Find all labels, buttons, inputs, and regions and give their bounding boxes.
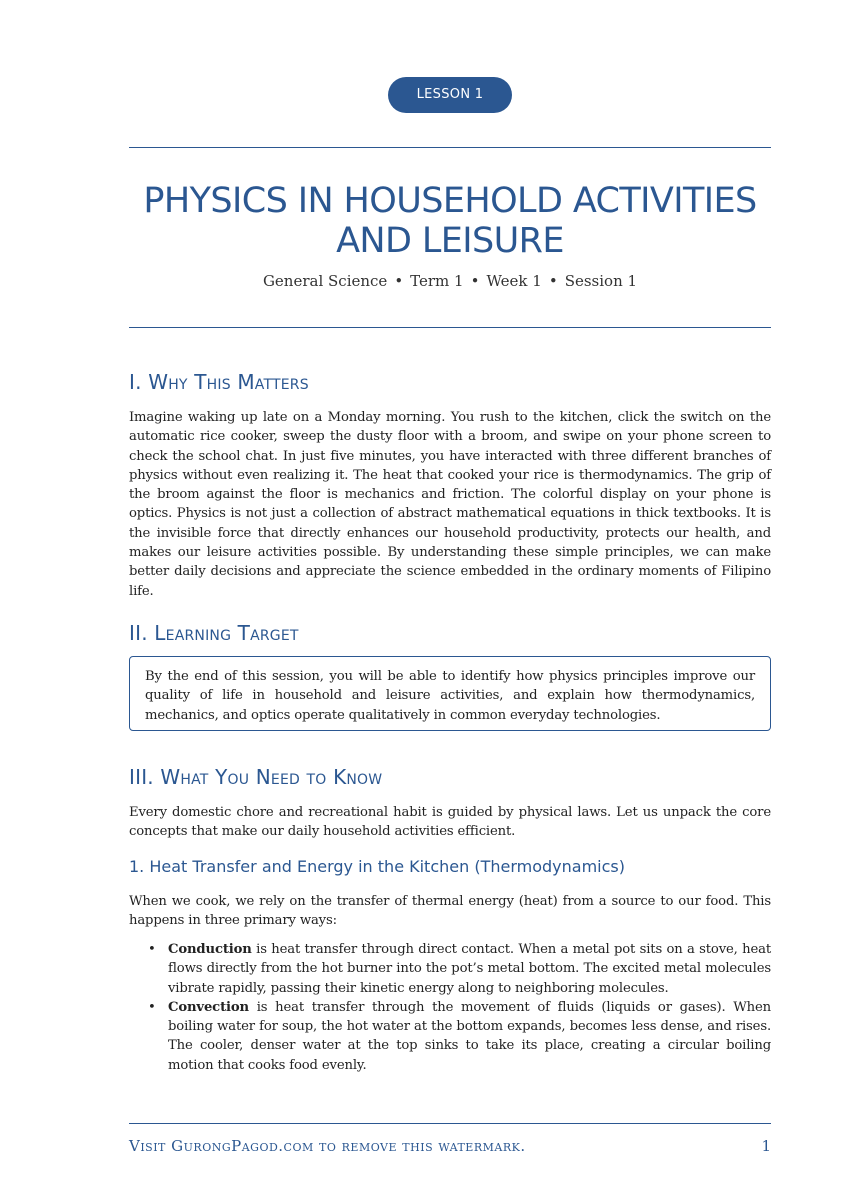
meta-session: Session 1: [564, 272, 638, 290]
bullet-term: Convection: [168, 999, 249, 1015]
section-why-heading: I. Why This Matters: [129, 370, 309, 394]
lesson-badge: LESSON 1: [388, 77, 512, 113]
page-number: 1: [761, 1137, 771, 1155]
subsection-thermo-heading: 1. Heat Transfer and Energy in the Kitchen (Thermodynamics): [129, 857, 625, 876]
lesson-meta: [129, 272, 771, 290]
title-line-2: AND LEISURE: [336, 221, 564, 261]
bullet-icon: •: [148, 999, 156, 1015]
meta-separator: •: [394, 272, 404, 290]
meta-separator: •: [470, 272, 480, 290]
learning-target-text: By the end of this session, you will be able to identify how physics principles improve our quality of life in household and leisure activities, and explain how thermodynamics, mechanics, and optics operate qualitatively in common everyday technologies.: [145, 669, 755, 723]
subsection-thermo-intro: When we cook, we rely on the transfer of thermal energy (heat) from a source to our food. This happens in three primary ways:: [129, 894, 771, 929]
section-why-body: Imagine waking up late on a Monday morning. You rush to the kitchen, click the switch on the automatic rice cooker, sweep the dusty floor with a broom, and swipe on your phone screen to check the school chat. In just five minutes, you have interacted with three different branches of physics without even realizing it. The heat that cooked your rice is thermodynamics. The grip of the broom against the floor is mechanics and friction. The colorful display on your phone is optics. Physics is not just a collection of abstract mathematical equations in thick textbooks. It is the invisible force that directly enhances our household productivity, protects our health, and makes our leisure activities possible. By understanding these simple principles, we can make better daily decisions and appreciate the science embedded in the ordinary moments of Filipino life.: [129, 410, 771, 599]
bullet-term: Conduction: [168, 942, 252, 957]
section-know-heading: III. What You Need to Know: [129, 765, 383, 789]
footer-divider: [129, 1123, 771, 1124]
top-divider: [129, 147, 771, 148]
learning-target-box: [129, 656, 771, 731]
header-divider: [129, 327, 771, 328]
bullet-icon: •: [148, 942, 156, 957]
meta-week: Week 1: [486, 272, 542, 290]
lesson-badge-wrapper: [129, 77, 771, 113]
bullet-text: is heat transfer through direct contact. When a metal pot sits on a stove, heat flows directly from the hot burner into the pot’s metal bottom. The excited metal molecules vibrate rapidly, passing their kinetic energy along to neighboring molecules.: [168, 942, 771, 996]
section-target-heading: II. Learning Target: [129, 621, 299, 645]
heat-transfer-list: [129, 940, 771, 1075]
list-item: [129, 940, 771, 998]
meta-separator: •: [548, 272, 558, 290]
list-item: [129, 998, 771, 1075]
section-know-intro: Every domestic chore and recreational habit is guided by physical laws. Let us unpack the core concepts that make our daily household activities efficient.: [129, 805, 771, 840]
bullet-text: is heat transfer through the movement of fluids (liquids or gases). When boiling water for soup, the hot water at the bottom expands, becomes less dense, and rises. The cooler, denser water at the top sinks to take its place, creating a circular boiling motion that cooks food evenly.: [168, 999, 771, 1073]
watermark-text: Visit GurongPagod.com to remove this watermark.: [129, 1137, 526, 1155]
title-line-1: PHYSICS IN HOUSEHOLD ACTIVITIES: [143, 181, 757, 221]
meta-subject: General Science: [262, 272, 388, 290]
page-title: [129, 181, 771, 261]
meta-term: Term 1: [410, 272, 464, 290]
